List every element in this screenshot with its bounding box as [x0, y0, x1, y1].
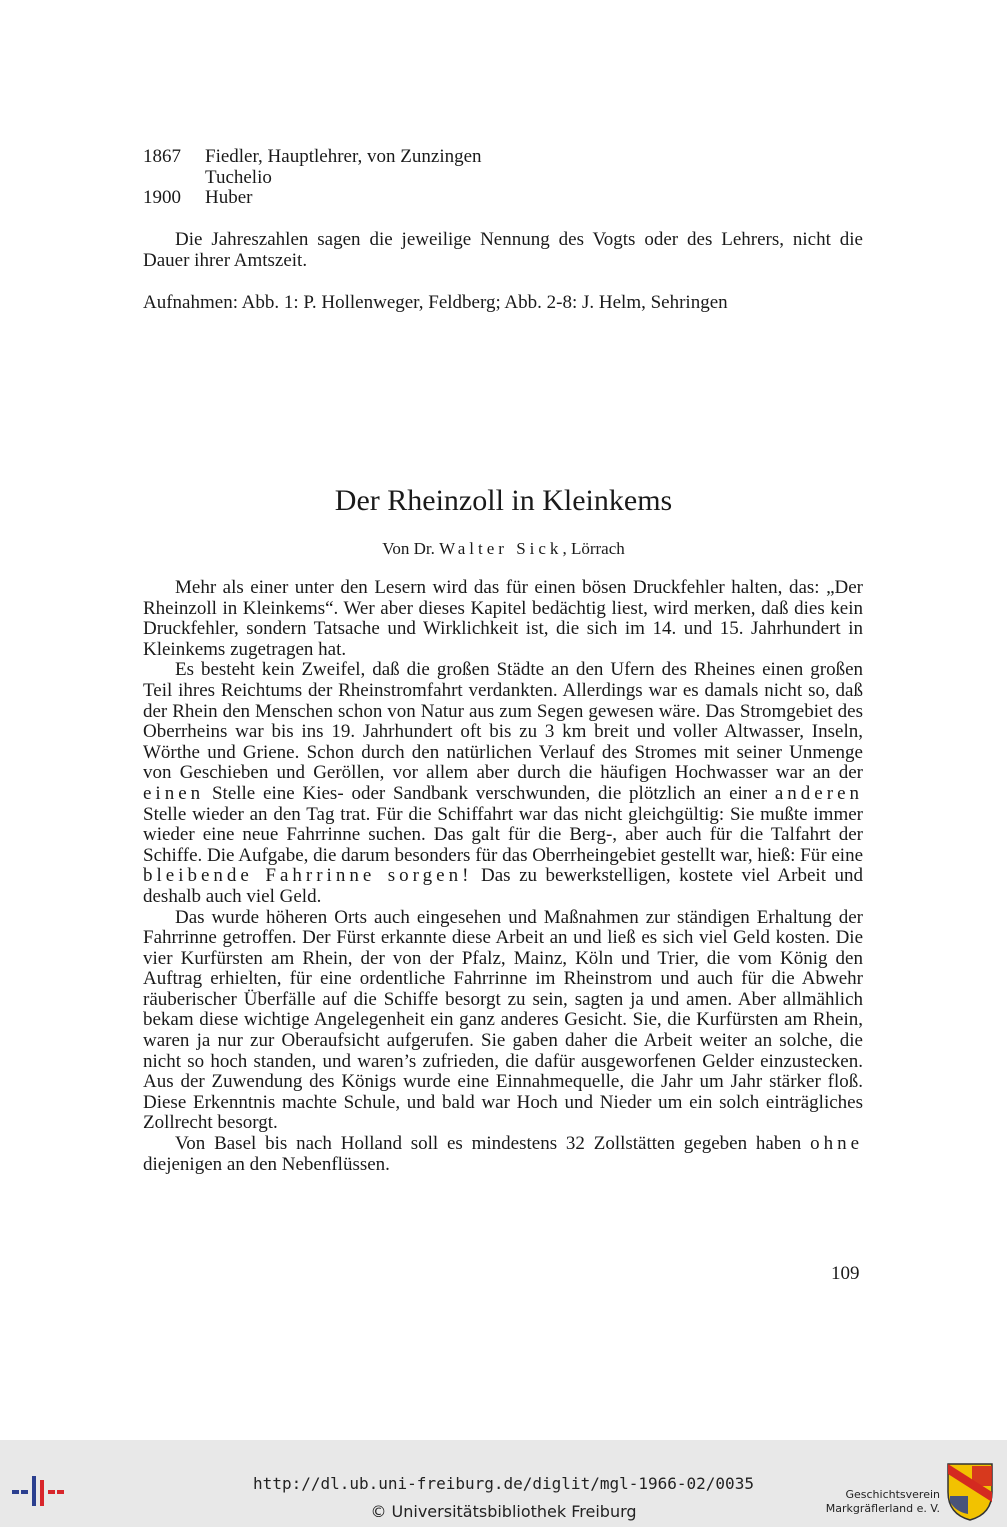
text-run: Stelle wieder an den Tag trat. Für die Schiffahrt war das nicht gleichgültig: Sie mußte immer wieder eine neue Fahrrinne suchen. Das galt für die Berg-, aber auch für die Talfahrt der Schiffe. Die Aufgabe, die darum besonders für das Oberrheingebiet gestellt war, hieß: Für eine: [143, 803, 863, 866]
emphasis: bleibende Fahrrinne sorgen!: [143, 865, 473, 887]
article-title: Der Rheinzoll in Kleinkems: [334, 484, 673, 517]
list-name: Huber: [205, 187, 253, 208]
paragraph: Das wurde höheren Orts auch eingesehen und Maßnahmen zur ständigen Erhaltung der Fahrrinne getroffen. Der Fürst erkannte diese Arbeit an und ließ es sich viel Geld kosten. Die vier Kurfürsten am Rhein, der von der Pfalz, Mainz, Köln und Trier, die vom König den Auftrag erhielten, für eine ordentliche Fahrrinne im Rheinstrom und auch für die Abwehr räuberischer Überfälle auf die Schiffe besorgt zu sein, sagten ja und amen. Aber allmählich bekam diese wichtige Angelegenheit ein ganz anderes Gesicht. Sie, die Kurfürsten am Rhein, waren ja nur zur Oberaufsicht aufgerufen. Sie gaben daher die Arbeit weiter an solche, die nicht so hoch standen, und waren’s zufrieden, die dafür ausgeworfenen Gelder einzustecken. Aus der Zuwendung des Königs wurde eine Einnahmequelle, die Jahr um Jahr stärker floß. Diese Erkenntnis machte Schule, und bald war Hoch und Nieder um ein solch einträgliches Zollrecht besorgt.: [143, 906, 863, 1134]
text-run: diejenigen an den Nebenflüssen.: [143, 1153, 390, 1175]
text-run: Von Basel bis nach Holland soll es mindestens 32 Zollstätten gegeben haben: [175, 1133, 802, 1155]
list-item: [143, 188, 482, 209]
list-item: [143, 168, 482, 189]
paragraph: [143, 1134, 863, 1175]
teacher-list: [143, 147, 482, 209]
photo-credits: Aufnahmen: Abb. 1: P. Hollenweger, Feldberg; Abb. 2-8: J. Helm, Sehringen: [143, 292, 728, 313]
article-body: [143, 578, 863, 1175]
author-name: Walter Sick: [439, 539, 563, 558]
byline-prefix: Von Dr.: [382, 539, 435, 558]
text-run: Stelle eine Kies- oder Sandbank verschwunden, die plötzlich an einer: [211, 782, 768, 804]
page-number: 109: [831, 1263, 860, 1284]
list-name: Tuchelio: [205, 166, 272, 188]
copyright-text: © Universitätsbibliothek Freiburg: [370, 1502, 637, 1521]
footer-band: [0, 1440, 1007, 1527]
emphasis: anderen: [774, 782, 864, 804]
document-url[interactable]: http://dl.ub.uni-freiburg.de/diglit/mgl-1966-02/0035: [253, 1474, 754, 1493]
society-line: Markgräflerland e. V.: [825, 1502, 940, 1515]
emphasis: ohne: [810, 1133, 864, 1155]
society-line: Geschichtsverein: [845, 1488, 940, 1501]
text-run: Das zu bewerkstelligen, kostete viel Arbeit und deshalb auch viel Geld.: [143, 865, 864, 907]
list-year: 1900: [143, 187, 181, 208]
paragraph: [143, 660, 863, 907]
list-year: 1867: [143, 146, 181, 167]
text-run: Es besteht kein Zweifel, daß die großen Städte an den Ufern des Rheines einen großen Teil ihres Reichtums der Rheinstromfahrt verdankten. Allerdings war es damals nicht so, daß der Rhein den Menschen schon von Natur aus zum Segen gewesen wäre. Das Stromgebiet des Oberrheins war bis ins 19. Jahrhundert oft bis zu 3 km breit und voller Altwasser, Inseln, Wörthe und Griene. Schon durch den natürlichen Verlauf des Stromes mit seiner Unmenge von Geschieben und Geröllen, vor allem aber durch die häufigen Hochwasser war an der: [143, 659, 863, 784]
paragraph: Mehr als einer unter den Lesern wird das für einen bösen Druckfehler halten, das: „Der Rheinzoll in Kleinkems“. Wer aber dieses Kapitel bedächtig liest, wird merken, daß dies kein Druckfehler, sondern Tatsache und Wirklichkeit ist, die sich im 14. und 15. Jahrhundert in Kleinkems zugetragen hat.: [143, 577, 863, 660]
article-byline: [0, 539, 1007, 559]
list-name: Fiedler, Hauptlehrer, von Zunzingen: [205, 146, 482, 167]
list-note: Die Jahreszahlen sagen die jeweilige Nennung des Vogts oder des Lehrers, nicht die Dauer ihrer Amtszeit.: [143, 229, 863, 271]
emphasis: einen: [143, 782, 205, 804]
list-year: [143, 168, 205, 189]
list-item: [143, 147, 482, 168]
coat-of-arms-icon: [946, 1462, 994, 1522]
society-name: [790, 1488, 940, 1516]
byline-suffix: , Lörrach: [562, 539, 625, 558]
